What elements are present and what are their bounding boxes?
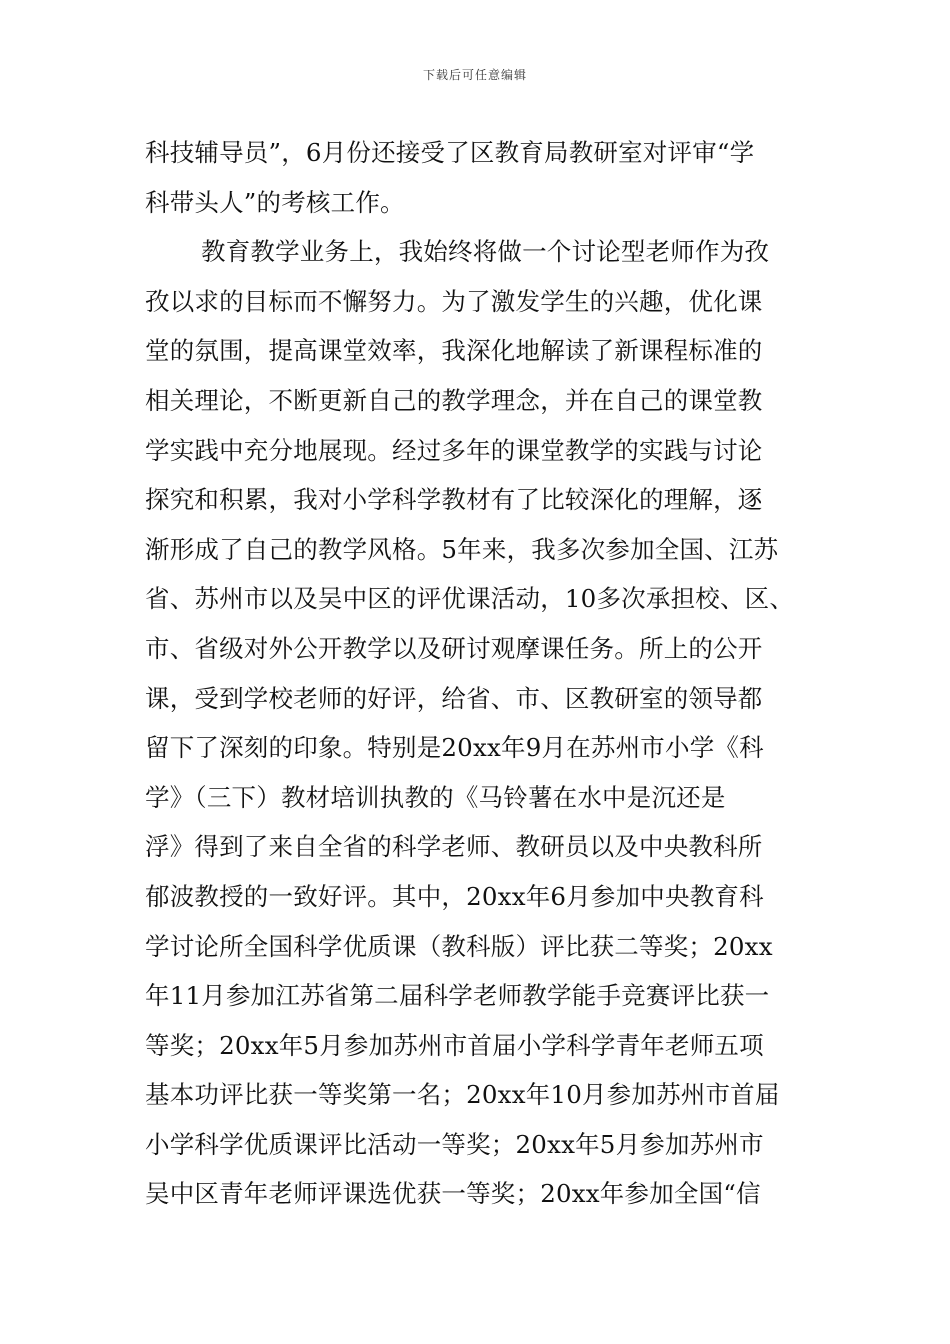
- text-line: 渐形成了自己的教学风格。5年来，我多次参加全国、江苏: [145, 534, 779, 564]
- text-line: 学》（三下）教材培训执教的《马铃薯在水中是沉还是: [145, 782, 726, 812]
- text-line: 学讨论所全国科学优质课（教科版）评比获二等奖；20xx: [145, 931, 773, 961]
- paragraph-start-line: 教育教学业务上，我始终将做一个讨论型老师作为孜: [201, 237, 770, 267]
- text-line: 留下了深刻的印象。特别是20xx年9月在苏州市小学《科: [145, 733, 764, 763]
- text-line: 基本功评比获一等奖第一名；20xx年10月参加苏州市首届: [145, 1080, 780, 1110]
- text-line: 郁波教授的一致好评。其中，20xx年6月参加中央教育科: [145, 881, 764, 911]
- header-note: 下载后可任意编辑: [422, 68, 527, 82]
- text-line: 浮》得到了来自全省的科学老师、教研员以及中央教科所: [145, 832, 763, 862]
- text-line: 学实践中充分地展现。经过多年的课堂教学的实践与讨论: [145, 435, 763, 465]
- text-line: 科带头人”的考核工作。: [145, 187, 405, 217]
- document-body: [145, 128, 810, 1219]
- text-line: 省、苏州市以及吴中区的评优课活动，10多次承担校、区、: [145, 584, 795, 614]
- text-line: 小学科学优质课评比活动一等奖；20xx年5月参加苏州市: [145, 1129, 764, 1159]
- text-line: 年11月参加江苏省第二届科学老师教学能手竞赛评比获一: [145, 981, 770, 1011]
- text-line: 吴中区青年老师评课选优获一等奖；20xx年参加全国“信: [145, 1179, 761, 1209]
- text-line: 课，受到学校老师的好评，给省、市、区教研室的领导都: [145, 683, 763, 713]
- text-line: 探究和积累，我对小学科学教材有了比较深化的理解，逐: [145, 485, 763, 515]
- text-line: 堂的氛围，提高课堂效率，我深化地解读了新课程标准的: [145, 336, 763, 366]
- text-line: 科技辅导员”，6月份还接受了区教育局教研室对评审“学: [145, 138, 755, 167]
- text-line: 相关理论，不断更新自己的教学理念，并在自己的课堂教: [145, 385, 763, 415]
- text-line: 等奖；20xx年5月参加苏州市首届小学科学青年老师五项: [145, 1030, 764, 1060]
- text-line: 孜以求的目标而不懈努力。为了激发学生的兴趣，优化课: [145, 286, 763, 316]
- text-line: 市、省级对外公开教学以及研讨观摩课任务。所上的公开: [145, 633, 763, 663]
